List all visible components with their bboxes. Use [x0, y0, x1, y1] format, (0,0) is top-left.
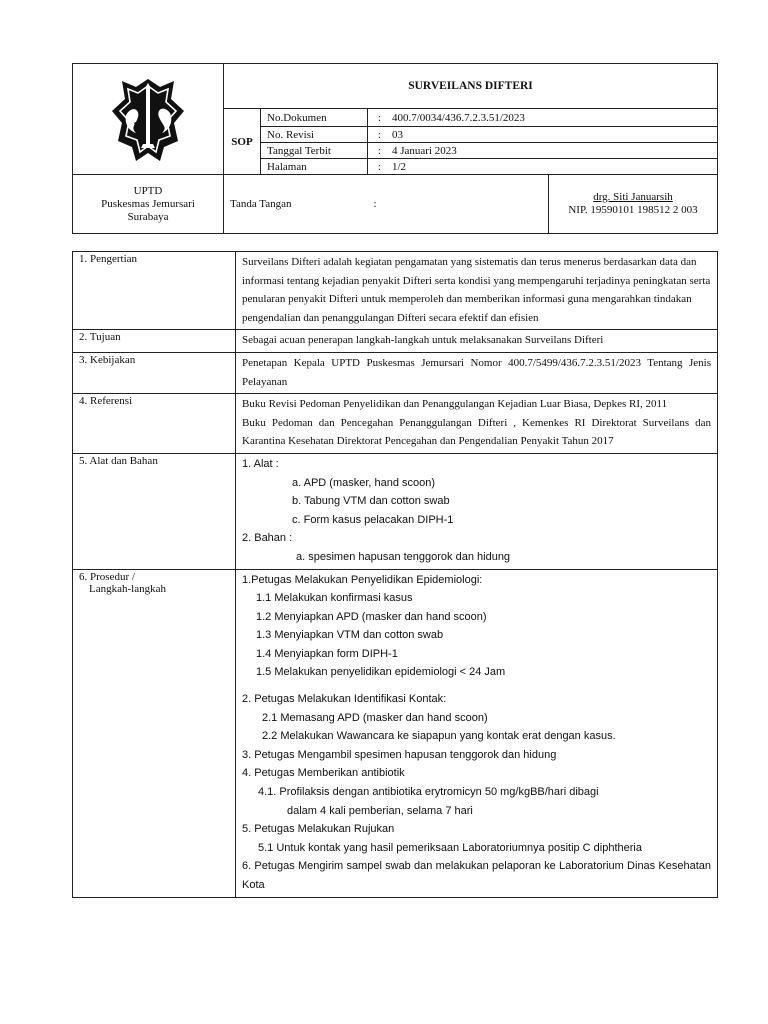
signature-cell: [224, 175, 549, 234]
org-cell: [73, 175, 224, 234]
prosedur-label-line1: 6. Prosedur /: [79, 570, 135, 583]
prosedur-step-5: 5. Petugas Melakukan Rujukan: [242, 823, 395, 836]
alat-item: a. APD (masker, hand scoon): [292, 476, 436, 489]
doctor-cell: [549, 175, 718, 234]
label-pengertian: 1. Pengertian: [73, 252, 236, 330]
org-line3: Surabaya: [127, 210, 169, 223]
prosedur-substep: 1.4 Menyiapkan form DIPH-1: [256, 647, 398, 660]
value-kebijakan: Penetapan Kepala UPTD Puskesmas Jemursari Nomor 400.7/5499/436.7.2.3.51/2023 Tentang Jenis Pelayanan: [236, 352, 718, 393]
meta-label-norevisi: No. Revisi: [261, 127, 368, 143]
signature-colon: :: [373, 198, 377, 210]
bahan-item: a. spesimen hapusan tenggorok dan hidung: [296, 550, 511, 563]
meta-value-norevisi: [368, 127, 718, 143]
document-title: SURVEILANS DIFTERI: [224, 64, 718, 109]
prosedur-step-3: 3. Petugas Mengambil spesimen hapusan tenggorok dan hidung: [242, 748, 557, 761]
prosedur-step-6: 6. Petugas Mengirim sampel swab dan melakukan pelaporan ke Laboratorium Dinas Kesehatan Kota: [242, 860, 711, 891]
meta-value-nodokumen: [368, 109, 718, 127]
prosedur-substep: 1.3 Menyiapkan VTM dan cotton swab: [256, 629, 444, 642]
sop-label: SOP: [224, 109, 261, 175]
meta-value-text: 4 Januari 2023: [392, 144, 457, 157]
meta-label-halaman: Halaman: [261, 159, 368, 175]
prosedur-substep-cont: dalam 4 kali pemberian, selama 7 hari: [287, 804, 473, 817]
value-tujuan: Sebagai acuan penerapan langkah-langkah untuk melaksanakan Surveilans Difteri: [236, 330, 718, 353]
alat-title: 1. Alat :: [242, 457, 279, 470]
value-referensi: [236, 394, 718, 454]
prosedur-substep: 1.1 Melakukan konfirmasi kasus: [256, 592, 413, 605]
prosedur-step-2: 2. Petugas Melakukan Identifikasi Kontak:: [242, 693, 447, 706]
row-alat-bahan: [73, 453, 718, 569]
row-prosedur: [73, 569, 718, 897]
value-prosedur: [236, 569, 718, 897]
spacer: [242, 682, 711, 690]
referensi-item-2: Buku Pedoman dan Pencegahan Penanggulangan Difteri , Kemenkes RI Direktorat Surveilans dan Karantina Kesehatan Direktorat Pencegahan dan Pengendalian Penyakit Tahun 2017: [242, 416, 711, 448]
surabaya-crest-icon: [108, 75, 188, 163]
prosedur-substep: 1.2 Menyiapkan APD (masker dan hand scoon): [256, 610, 487, 623]
doctor-name: drg. Siti Januarsih: [593, 191, 673, 203]
bahan-title: 2. Bahan :: [242, 532, 293, 545]
label-alat-bahan: 5. Alat dan Bahan: [73, 453, 236, 569]
meta-value-text: 400.7/0034/436.7.2.3.51/2023: [392, 111, 525, 124]
label-referensi: 4. Referensi: [73, 394, 236, 454]
sop-content-table: [72, 251, 718, 898]
prosedur-step-4: 4. Petugas Memberikan antibiotik: [242, 767, 405, 780]
signature-label: Tanda Tangan: [230, 198, 292, 210]
referensi-item-1: Buku Revisi Pedoman Penyelidikan dan Penanggulangan Kejadian Luar Biasa, Depkes RI, 2011: [242, 398, 668, 411]
meta-colon: :: [378, 111, 382, 124]
prosedur-label-line2: Langkah-langkah: [89, 582, 166, 595]
meta-value-tanggal: [368, 143, 718, 159]
meta-colon: :: [378, 144, 382, 157]
label-tujuan: 2. Tujuan: [73, 330, 236, 353]
label-kebijakan: 3. Kebijakan: [73, 352, 236, 393]
row-referensi: [73, 394, 718, 454]
org-line2: Puskesmas Jemursari: [101, 197, 195, 210]
prosedur-substep: 2.2 Melakukan Wawancara ke siapapun yang kontak erat dengan kasus.: [262, 730, 616, 743]
value-pengertian: Surveilans Difteri adalah kegiatan pengamatan yang sistematis dan terus menerus berdasarkan data dan informasi tentang kejadian penyakit Difteri serta kondisi yang mempengaruhi terjadinya peningkatan serta penularan penyakit Difteri untuk memperoleh dan memberikan informasi guna mengarahkan tindakan pengendalian dan penanggulangan Difteri secara efektif dan efisien: [236, 252, 718, 330]
meta-colon: :: [378, 160, 382, 173]
row-kebijakan: [73, 352, 718, 393]
alat-item: c. Form kasus pelacakan DIPH-1: [292, 513, 454, 526]
row-tujuan: [73, 330, 718, 353]
alat-item: b. Tabung VTM dan cotton swab: [292, 495, 450, 508]
meta-label-nodokumen: No.Dokumen: [261, 109, 368, 127]
prosedur-step-1: 1.Petugas Melakukan Penyelidikan Epidemiologi:: [242, 573, 483, 586]
meta-value-text: 1/2: [392, 160, 407, 173]
meta-label-tanggal: Tanggal Terbit: [261, 143, 368, 159]
meta-value-halaman: [368, 159, 718, 175]
prosedur-substep: 1.5 Melakukan penyelidikan epidemiologi < 24 Jam: [256, 666, 506, 679]
meta-colon: :: [378, 128, 382, 141]
row-pengertian: [73, 252, 718, 330]
doctor-nip: NIP. 19590101 198512 2 003: [568, 204, 698, 216]
prosedur-substep: 4.1. Profilaksis dengan antibiotika erytromicyn 50 mg/kgBB/hari dibagi: [258, 786, 599, 799]
prosedur-substep: 5.1 Untuk kontak yang hasil pemeriksaan Laboratoriumnya positip C diphtheria: [258, 841, 642, 854]
org-line1: UPTD: [133, 184, 163, 197]
meta-value-text: 03: [392, 128, 403, 141]
logo-cell: [73, 64, 224, 175]
label-prosedur: [73, 569, 236, 897]
prosedur-substep: 2.1 Memasang APD (masker dan hand scoon): [262, 711, 488, 724]
value-alat-bahan: [236, 453, 718, 569]
sop-header-table: [72, 63, 718, 234]
